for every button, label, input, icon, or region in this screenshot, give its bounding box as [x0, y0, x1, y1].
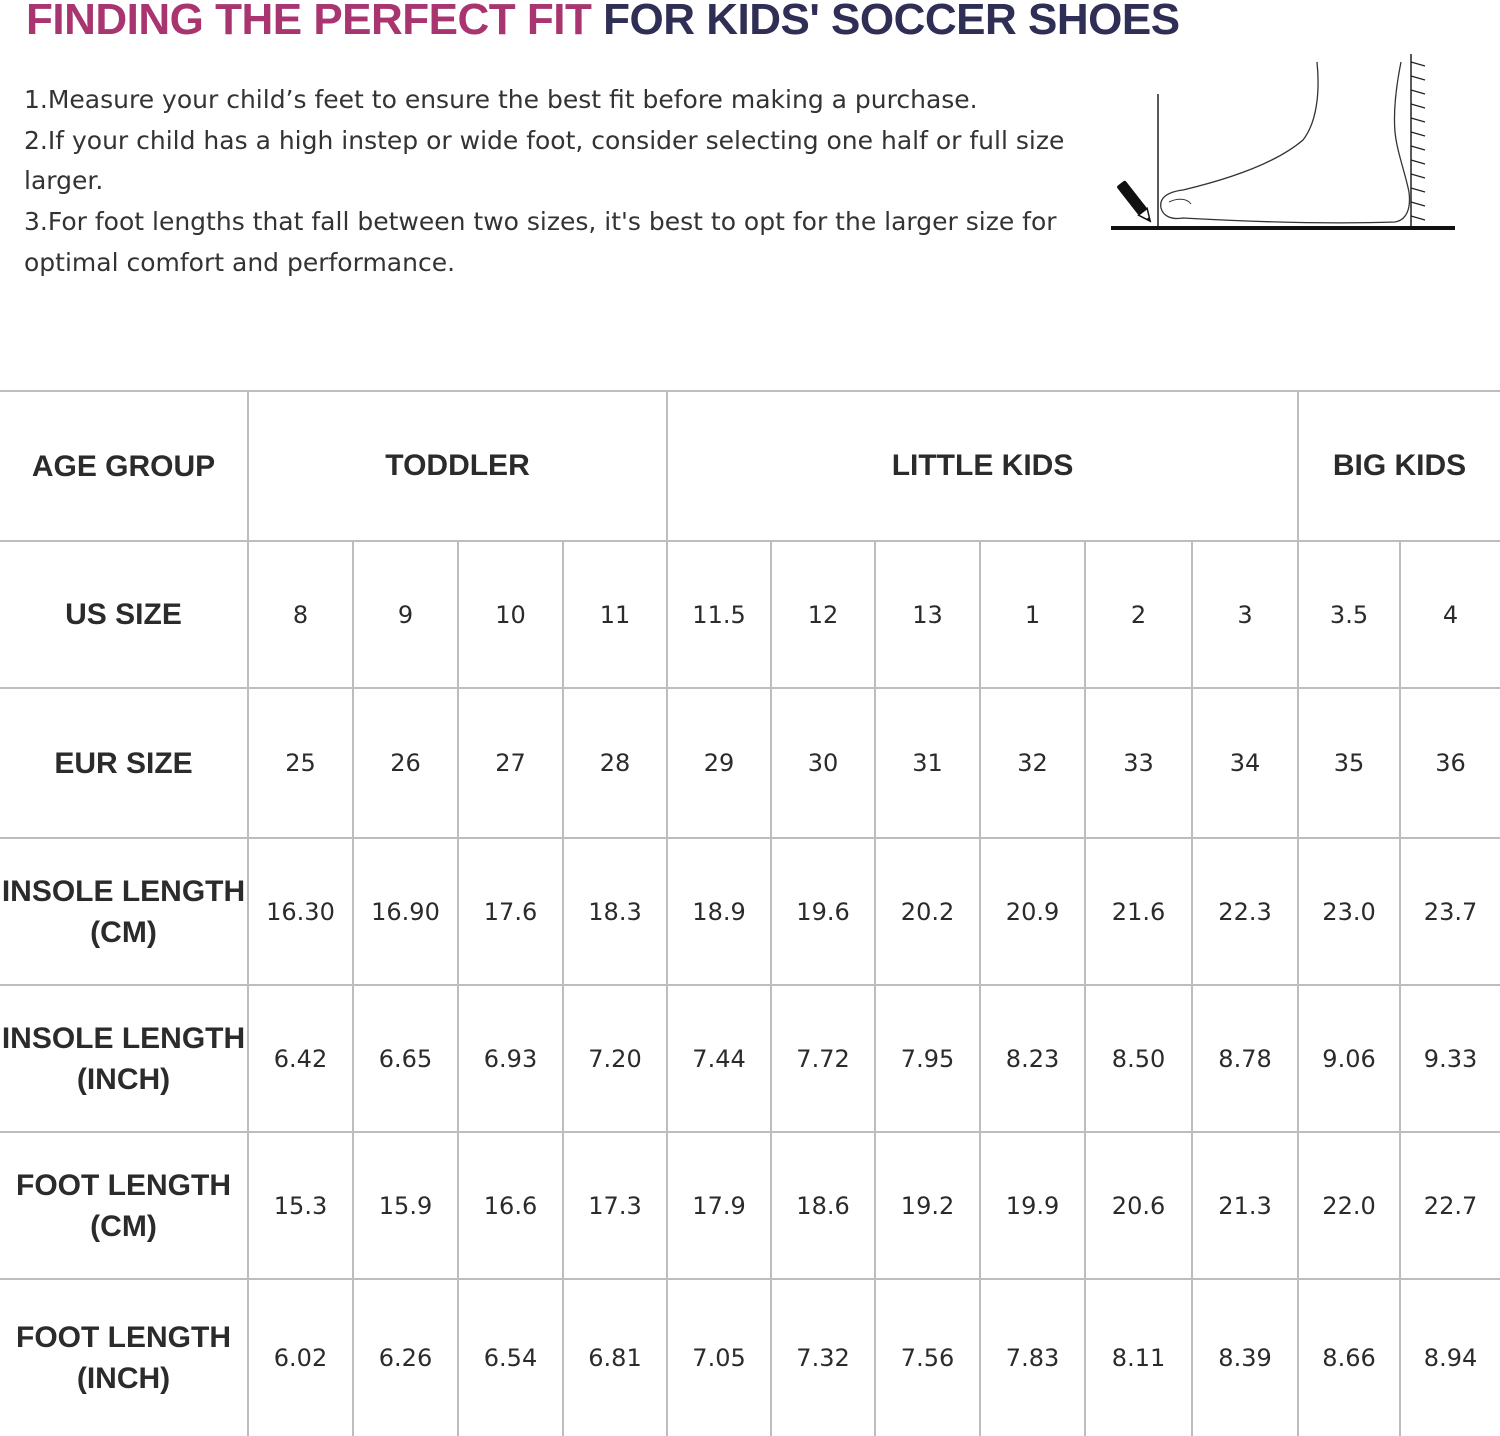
table-row — [0, 1279, 1500, 1436]
tip-2: 2.If your child has a high instep or wide foot, consider selecting one half or full size larger. — [24, 125, 1065, 196]
table-cell: 20.6 — [1085, 1132, 1192, 1279]
table-cell: 6.02 — [248, 1279, 353, 1436]
table-row — [0, 1132, 1500, 1279]
title-main: FOR KIDS' SOCCER SHOES — [603, 0, 1180, 44]
table-cell: 7.56 — [875, 1279, 980, 1436]
table-cell: 2 — [1085, 541, 1192, 688]
table-cell: 17.6 — [458, 838, 563, 985]
table-cell: 17.9 — [667, 1132, 771, 1279]
table-cell: 6.42 — [248, 985, 353, 1132]
table-cell: 25 — [248, 688, 353, 838]
table-cell: 7.95 — [875, 985, 980, 1132]
table-cell: 17.3 — [563, 1132, 667, 1279]
table-cell: 31 — [875, 688, 980, 838]
table-cell: 11.5 — [667, 541, 771, 688]
age-group-row — [0, 391, 1500, 541]
table-cell: 7.20 — [563, 985, 667, 1132]
table-cell: 7.83 — [980, 1279, 1085, 1436]
table-cell: 6.81 — [563, 1279, 667, 1436]
table-cell: 16.90 — [353, 838, 458, 985]
table-cell: 6.54 — [458, 1279, 563, 1436]
row-label — [0, 838, 248, 985]
table-cell: 8.50 — [1085, 985, 1192, 1132]
table-cell: 22.3 — [1192, 838, 1298, 985]
table-cell: 10 — [458, 541, 563, 688]
table-cell: 15.3 — [248, 1132, 353, 1279]
fit-tips — [24, 80, 1084, 284]
table-cell: 20.2 — [875, 838, 980, 985]
row-label-line: EUR SIZE — [54, 746, 193, 780]
tip-3: 3.For foot lengths that fall between two sizes, it's best to opt for the larger size for optimal comfort and performance. — [24, 207, 1057, 277]
table-row — [0, 838, 1500, 985]
table-cell: 7.32 — [771, 1279, 875, 1436]
row-label-line: (CM) — [90, 915, 157, 949]
table-cell: 18.3 — [563, 838, 667, 985]
title-accent: FINDING THE PERFECT FIT — [26, 0, 592, 44]
table-cell: 16.6 — [458, 1132, 563, 1279]
table-cell: 4 — [1400, 541, 1500, 688]
row-label-line: FOOT LENGTH — [16, 1168, 231, 1202]
table-cell: 8 — [248, 541, 353, 688]
age-group-header: BIG KIDS — [1298, 391, 1500, 541]
row-label — [0, 985, 248, 1132]
table-cell: 6.26 — [353, 1279, 458, 1436]
age-group-header: TODDLER — [248, 391, 667, 541]
table-cell: 32 — [980, 688, 1085, 838]
table-cell: 23.0 — [1298, 838, 1400, 985]
table-cell: 13 — [875, 541, 980, 688]
tip-1: 1.Measure your child’s feet to ensure the best fit before making a purchase. — [24, 85, 978, 114]
table-cell: 27 — [458, 688, 563, 838]
table-cell: 6.65 — [353, 985, 458, 1132]
table-cell: 36 — [1400, 688, 1500, 838]
table-cell: 7.44 — [667, 985, 771, 1132]
foot-measurement-icon — [1105, 52, 1465, 242]
row-label: AGE GROUP — [0, 391, 248, 541]
table-cell: 8.94 — [1400, 1279, 1500, 1436]
table-cell: 30 — [771, 688, 875, 838]
table-cell: 18.6 — [771, 1132, 875, 1279]
age-group-header: LITTLE KIDS — [667, 391, 1298, 541]
row-label — [0, 688, 248, 838]
table-cell: 8.11 — [1085, 1279, 1192, 1436]
table-cell: 9.33 — [1400, 985, 1500, 1132]
row-label-line: (INCH) — [76, 1062, 171, 1096]
table-cell: 7.72 — [771, 985, 875, 1132]
table-cell: 33 — [1085, 688, 1192, 838]
row-label-line: (CM) — [90, 1209, 157, 1243]
row-label-line: FOOT LENGTH — [16, 1321, 231, 1354]
table-row — [0, 688, 1500, 838]
table-row — [0, 541, 1500, 688]
table-cell: 11 — [563, 541, 667, 688]
table-cell: 19.6 — [771, 838, 875, 985]
table-cell: 21.3 — [1192, 1132, 1298, 1279]
table-cell: 12 — [771, 541, 875, 688]
table-cell: 34 — [1192, 688, 1298, 838]
table-cell: 23.7 — [1400, 838, 1500, 985]
table-cell: 6.93 — [458, 985, 563, 1132]
table-cell: 7.05 — [667, 1279, 771, 1436]
row-label-line: (INCH) — [76, 1362, 171, 1395]
table-cell: 3.5 — [1298, 541, 1400, 688]
table-cell: 22.0 — [1298, 1132, 1400, 1279]
table-cell: 21.6 — [1085, 838, 1192, 985]
row-label — [0, 541, 248, 688]
table-cell: 26 — [353, 688, 458, 838]
table-cell: 8.78 — [1192, 985, 1298, 1132]
table-cell: 16.30 — [248, 838, 353, 985]
row-label-line: US SIZE — [65, 598, 182, 631]
table-row — [0, 985, 1500, 1132]
table-cell: 18.9 — [667, 838, 771, 985]
table-cell: 1 — [980, 541, 1085, 688]
table-cell: 19.2 — [875, 1132, 980, 1279]
row-label — [0, 1279, 248, 1436]
row-label — [0, 1132, 248, 1279]
table-cell: 3 — [1192, 541, 1298, 688]
table-cell: 8.23 — [980, 985, 1085, 1132]
page-title — [26, 0, 1180, 50]
table-cell: 19.9 — [980, 1132, 1085, 1279]
size-chart-table — [0, 390, 1500, 1436]
table-cell: 8.66 — [1298, 1279, 1400, 1436]
table-cell: 8.39 — [1192, 1279, 1298, 1436]
table-cell: 29 — [667, 688, 771, 838]
row-label-line: INSOLE LENGTH — [1, 874, 246, 908]
table-cell: 15.9 — [353, 1132, 458, 1279]
table-cell: 28 — [563, 688, 667, 838]
table-cell: 9 — [353, 541, 458, 688]
table-cell: 20.9 — [980, 838, 1085, 985]
table-cell: 35 — [1298, 688, 1400, 838]
table-cell: 22.7 — [1400, 1132, 1500, 1279]
table-cell: 9.06 — [1298, 985, 1400, 1132]
row-label-line: INSOLE LENGTH — [1, 1021, 246, 1055]
